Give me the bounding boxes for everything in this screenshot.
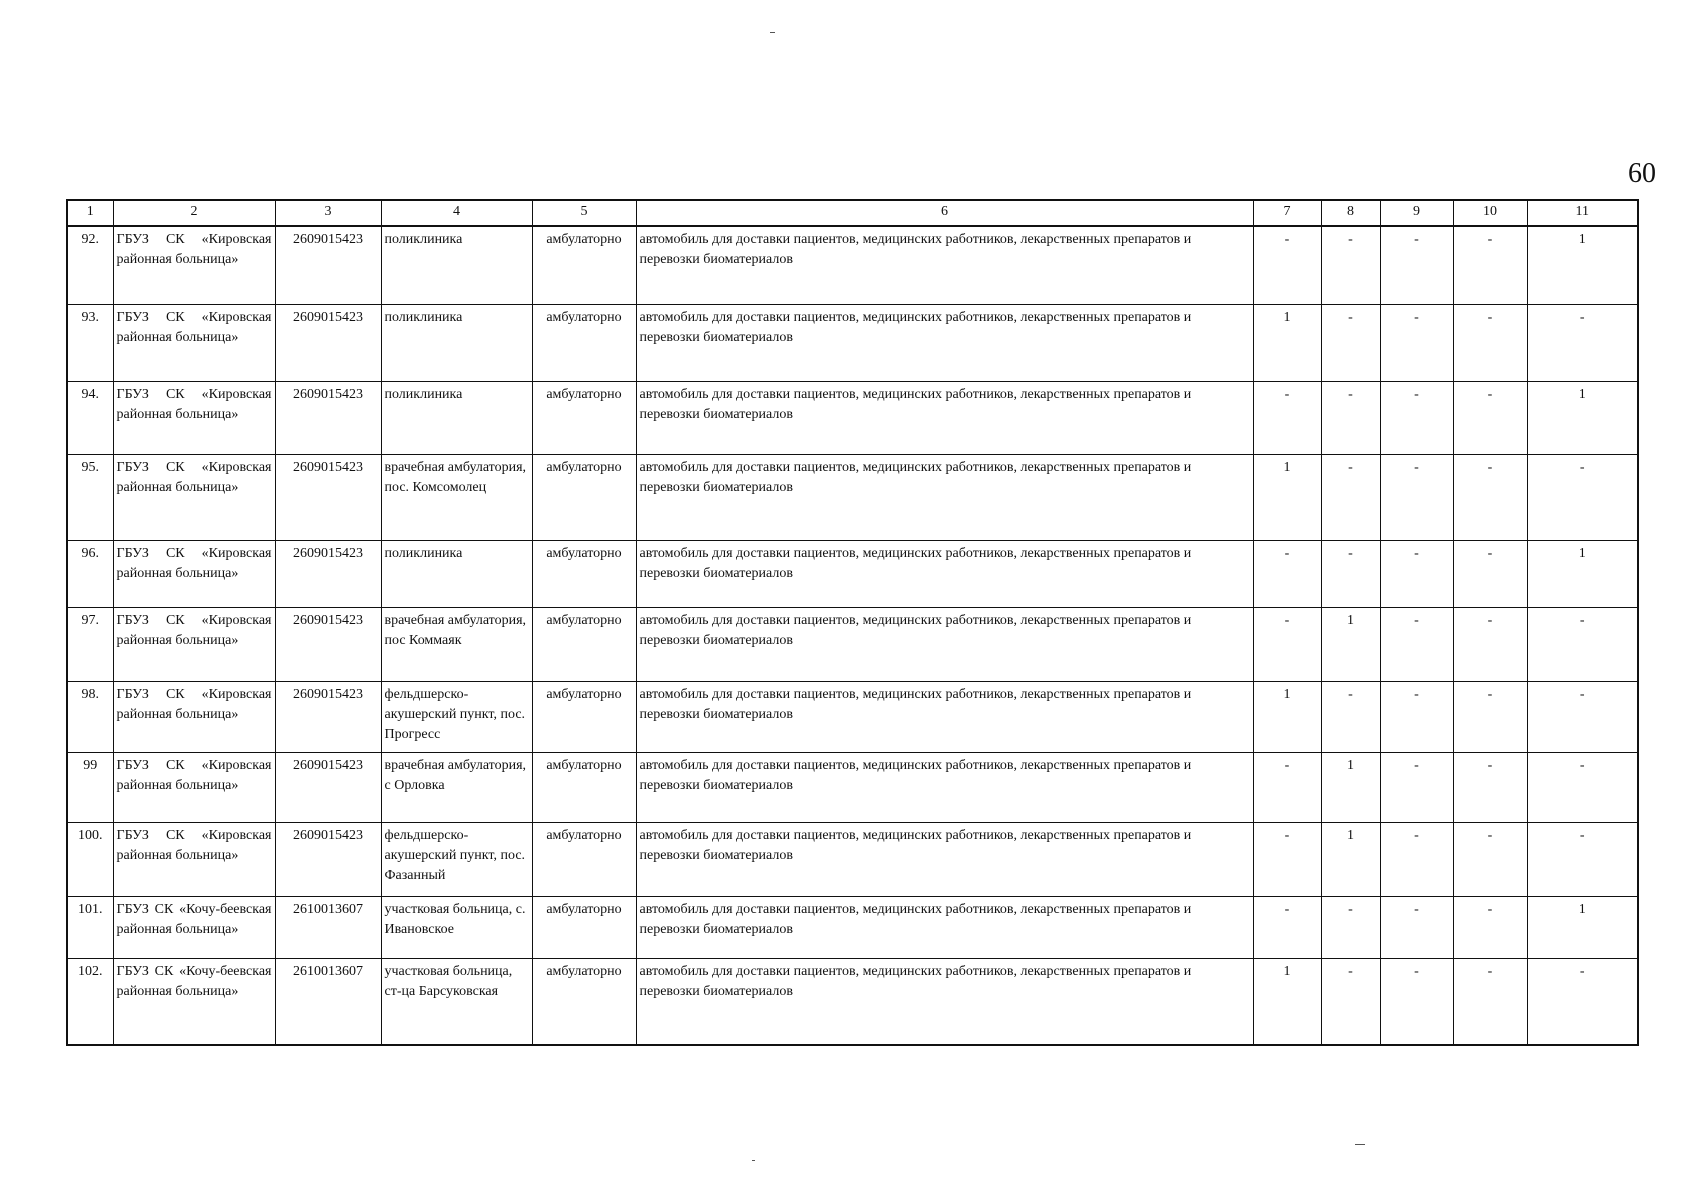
count-col-10: -: [1453, 958, 1527, 1045]
count-col-10: -: [1453, 226, 1527, 304]
row-number: 95.: [67, 454, 113, 540]
count-col-8: -: [1321, 958, 1380, 1045]
inn-code: 2609015423: [275, 381, 381, 454]
vehicle-purpose: автомобиль для доставки пациентов, медицинских работников, лекарственных препаратов и перевозки биоматериалов: [636, 822, 1253, 896]
count-col-11: -: [1527, 607, 1638, 681]
count-col-9: -: [1380, 304, 1453, 381]
column-header: 8: [1321, 200, 1380, 226]
row-number: 99: [67, 752, 113, 822]
count-col-9: -: [1380, 607, 1453, 681]
count-col-11: -: [1527, 304, 1638, 381]
column-header: 4: [381, 200, 532, 226]
table-row: [67, 304, 1638, 381]
count-col-8: -: [1321, 454, 1380, 540]
count-col-8: -: [1321, 226, 1380, 304]
count-col-10: -: [1453, 681, 1527, 752]
vehicle-purpose: автомобиль для доставки пациентов, медицинских работников, лекарственных препаратов и перевозки биоматериалов: [636, 226, 1253, 304]
inn-code: 2609015423: [275, 607, 381, 681]
count-col-9: -: [1380, 958, 1453, 1045]
count-col-7: 1: [1253, 454, 1321, 540]
vehicle-purpose: автомобиль для доставки пациентов, медицинских работников, лекарственных препаратов и перевозки биоматериалов: [636, 896, 1253, 958]
table-row: [67, 681, 1638, 752]
organization-name: ГБУЗ СК «Кочу-беевская районная больница»: [113, 896, 275, 958]
count-col-9: -: [1380, 381, 1453, 454]
organization-name: ГБУЗ СК «Кировская районная больница»: [113, 226, 275, 304]
count-col-7: -: [1253, 226, 1321, 304]
row-number: 100.: [67, 822, 113, 896]
count-col-9: -: [1380, 822, 1453, 896]
row-number: 97.: [67, 607, 113, 681]
vehicle-purpose: автомобиль для доставки пациентов, медицинских работников, лекарственных препаратов и перевозки биоматериалов: [636, 958, 1253, 1045]
care-mode: амбулаторно: [532, 381, 636, 454]
count-col-10: -: [1453, 540, 1527, 607]
unit-name: фельдшерско-акушерский пункт, пос. Фазанный: [381, 822, 532, 896]
care-mode: амбулаторно: [532, 958, 636, 1045]
table-row: [67, 607, 1638, 681]
table-row: [67, 896, 1638, 958]
count-col-8: 1: [1321, 752, 1380, 822]
care-mode: амбулаторно: [532, 304, 636, 381]
count-col-7: -: [1253, 896, 1321, 958]
inn-code: 2609015423: [275, 304, 381, 381]
count-col-11: 1: [1527, 381, 1638, 454]
count-col-10: -: [1453, 381, 1527, 454]
inn-code: 2609015423: [275, 540, 381, 607]
count-col-10: -: [1453, 822, 1527, 896]
column-header: 6: [636, 200, 1253, 226]
unit-name: поликлиника: [381, 304, 532, 381]
count-col-11: -: [1527, 454, 1638, 540]
row-number: 94.: [67, 381, 113, 454]
scan-mark-bottom: [752, 1160, 755, 1161]
column-number-row: [67, 200, 1638, 226]
table-row: [67, 958, 1638, 1045]
count-col-11: -: [1527, 752, 1638, 822]
unit-name: врачебная амбулатория, пос. Комсомолец: [381, 454, 532, 540]
count-col-7: -: [1253, 381, 1321, 454]
unit-name: фельдшерско-акушерский пункт, пос. Прогресс: [381, 681, 532, 752]
vehicle-purpose: автомобиль для доставки пациентов, медицинских работников, лекарственных препаратов и перевозки биоматериалов: [636, 540, 1253, 607]
count-col-10: -: [1453, 607, 1527, 681]
vehicle-purpose: автомобиль для доставки пациентов, медицинских работников, лекарственных препаратов и перевозки биоматериалов: [636, 681, 1253, 752]
organization-name: ГБУЗ СК «Кировская районная больница»: [113, 822, 275, 896]
count-col-11: 1: [1527, 226, 1638, 304]
organization-name: ГБУЗ СК «Кировская районная больница»: [113, 454, 275, 540]
count-col-7: -: [1253, 540, 1321, 607]
unit-name: врачебная амбулатория, пос Коммаяк: [381, 607, 532, 681]
inn-code: 2610013607: [275, 896, 381, 958]
count-col-11: 1: [1527, 540, 1638, 607]
inn-code: 2609015423: [275, 226, 381, 304]
count-col-9: -: [1380, 454, 1453, 540]
row-number: 96.: [67, 540, 113, 607]
count-col-8: -: [1321, 896, 1380, 958]
count-col-8: 1: [1321, 607, 1380, 681]
organization-name: ГБУЗ СК «Кировская районная больница»: [113, 681, 275, 752]
column-header: 1: [67, 200, 113, 226]
inn-code: 2609015423: [275, 752, 381, 822]
care-mode: амбулаторно: [532, 226, 636, 304]
count-col-10: -: [1453, 304, 1527, 381]
count-col-11: -: [1527, 822, 1638, 896]
column-header: 3: [275, 200, 381, 226]
vehicle-purpose: автомобиль для доставки пациентов, медицинских работников, лекарственных препаратов и перевозки биоматериалов: [636, 304, 1253, 381]
vehicle-purpose: автомобиль для доставки пациентов, медицинских работников, лекарственных препаратов и перевозки биоматериалов: [636, 454, 1253, 540]
organization-name: ГБУЗ СК «Кировская районная больница»: [113, 752, 275, 822]
vehicle-purpose: автомобиль для доставки пациентов, медицинских работников, лекарственных препаратов и перевозки биоматериалов: [636, 607, 1253, 681]
table-row: [67, 454, 1638, 540]
unit-name: врачебная амбулатория, с Орловка: [381, 752, 532, 822]
count-col-11: -: [1527, 681, 1638, 752]
column-header: 9: [1380, 200, 1453, 226]
count-col-7: 1: [1253, 681, 1321, 752]
organization-name: ГБУЗ СК «Кочу-беевская районная больница»: [113, 958, 275, 1045]
count-col-7: -: [1253, 752, 1321, 822]
column-header: 10: [1453, 200, 1527, 226]
row-number: 98.: [67, 681, 113, 752]
inn-code: 2610013607: [275, 958, 381, 1045]
count-col-11: 1: [1527, 896, 1638, 958]
unit-name: поликлиника: [381, 540, 532, 607]
vehicle-purpose: автомобиль для доставки пациентов, медицинских работников, лекарственных препаратов и перевозки биоматериалов: [636, 752, 1253, 822]
row-number: 93.: [67, 304, 113, 381]
row-number: 101.: [67, 896, 113, 958]
row-number: 102.: [67, 958, 113, 1045]
care-mode: амбулаторно: [532, 752, 636, 822]
scan-mark-corner: [1355, 1144, 1365, 1145]
care-mode: амбулаторно: [532, 681, 636, 752]
organization-name: ГБУЗ СК «Кировская районная больница»: [113, 540, 275, 607]
vehicle-purpose: автомобиль для доставки пациентов, медицинских работников, лекарственных препаратов и перевозки биоматериалов: [636, 381, 1253, 454]
count-col-7: 1: [1253, 304, 1321, 381]
organization-name: ГБУЗ СК «Кировская районная больница»: [113, 381, 275, 454]
count-col-8: -: [1321, 540, 1380, 607]
table-row: [67, 752, 1638, 822]
count-col-9: -: [1380, 681, 1453, 752]
unit-name: поликлиника: [381, 226, 532, 304]
column-header: 2: [113, 200, 275, 226]
count-col-8: 1: [1321, 822, 1380, 896]
scan-mark-top: [770, 32, 775, 33]
count-col-7: -: [1253, 822, 1321, 896]
count-col-8: -: [1321, 304, 1380, 381]
count-col-10: -: [1453, 896, 1527, 958]
count-col-9: -: [1380, 540, 1453, 607]
count-col-10: -: [1453, 752, 1527, 822]
table-row: [67, 822, 1638, 896]
column-header: 7: [1253, 200, 1321, 226]
table-row: [67, 381, 1638, 454]
care-mode: амбулаторно: [532, 607, 636, 681]
count-col-8: -: [1321, 681, 1380, 752]
organization-name: ГБУЗ СК «Кировская районная больница»: [113, 607, 275, 681]
column-header: 11: [1527, 200, 1638, 226]
count-col-7: 1: [1253, 958, 1321, 1045]
care-mode: амбулаторно: [532, 896, 636, 958]
table-row: [67, 540, 1638, 607]
care-mode: амбулаторно: [532, 822, 636, 896]
column-header: 5: [532, 200, 636, 226]
count-col-8: -: [1321, 381, 1380, 454]
count-col-11: -: [1527, 958, 1638, 1045]
unit-name: поликлиника: [381, 381, 532, 454]
inn-code: 2609015423: [275, 681, 381, 752]
vehicle-registry-table: [66, 199, 1639, 1046]
count-col-9: -: [1380, 896, 1453, 958]
inn-code: 2609015423: [275, 454, 381, 540]
page-number: 60: [1628, 158, 1656, 189]
organization-name: ГБУЗ СК «Кировская районная больница»: [113, 304, 275, 381]
count-col-10: -: [1453, 454, 1527, 540]
inn-code: 2609015423: [275, 822, 381, 896]
row-number: 92.: [67, 226, 113, 304]
table-row: [67, 226, 1638, 304]
unit-name: участковая больница, ст-ца Барсуковская: [381, 958, 532, 1045]
unit-name: участковая больница, с. Ивановское: [381, 896, 532, 958]
count-col-7: -: [1253, 607, 1321, 681]
count-col-9: -: [1380, 752, 1453, 822]
care-mode: амбулаторно: [532, 540, 636, 607]
care-mode: амбулаторно: [532, 454, 636, 540]
count-col-9: -: [1380, 226, 1453, 304]
